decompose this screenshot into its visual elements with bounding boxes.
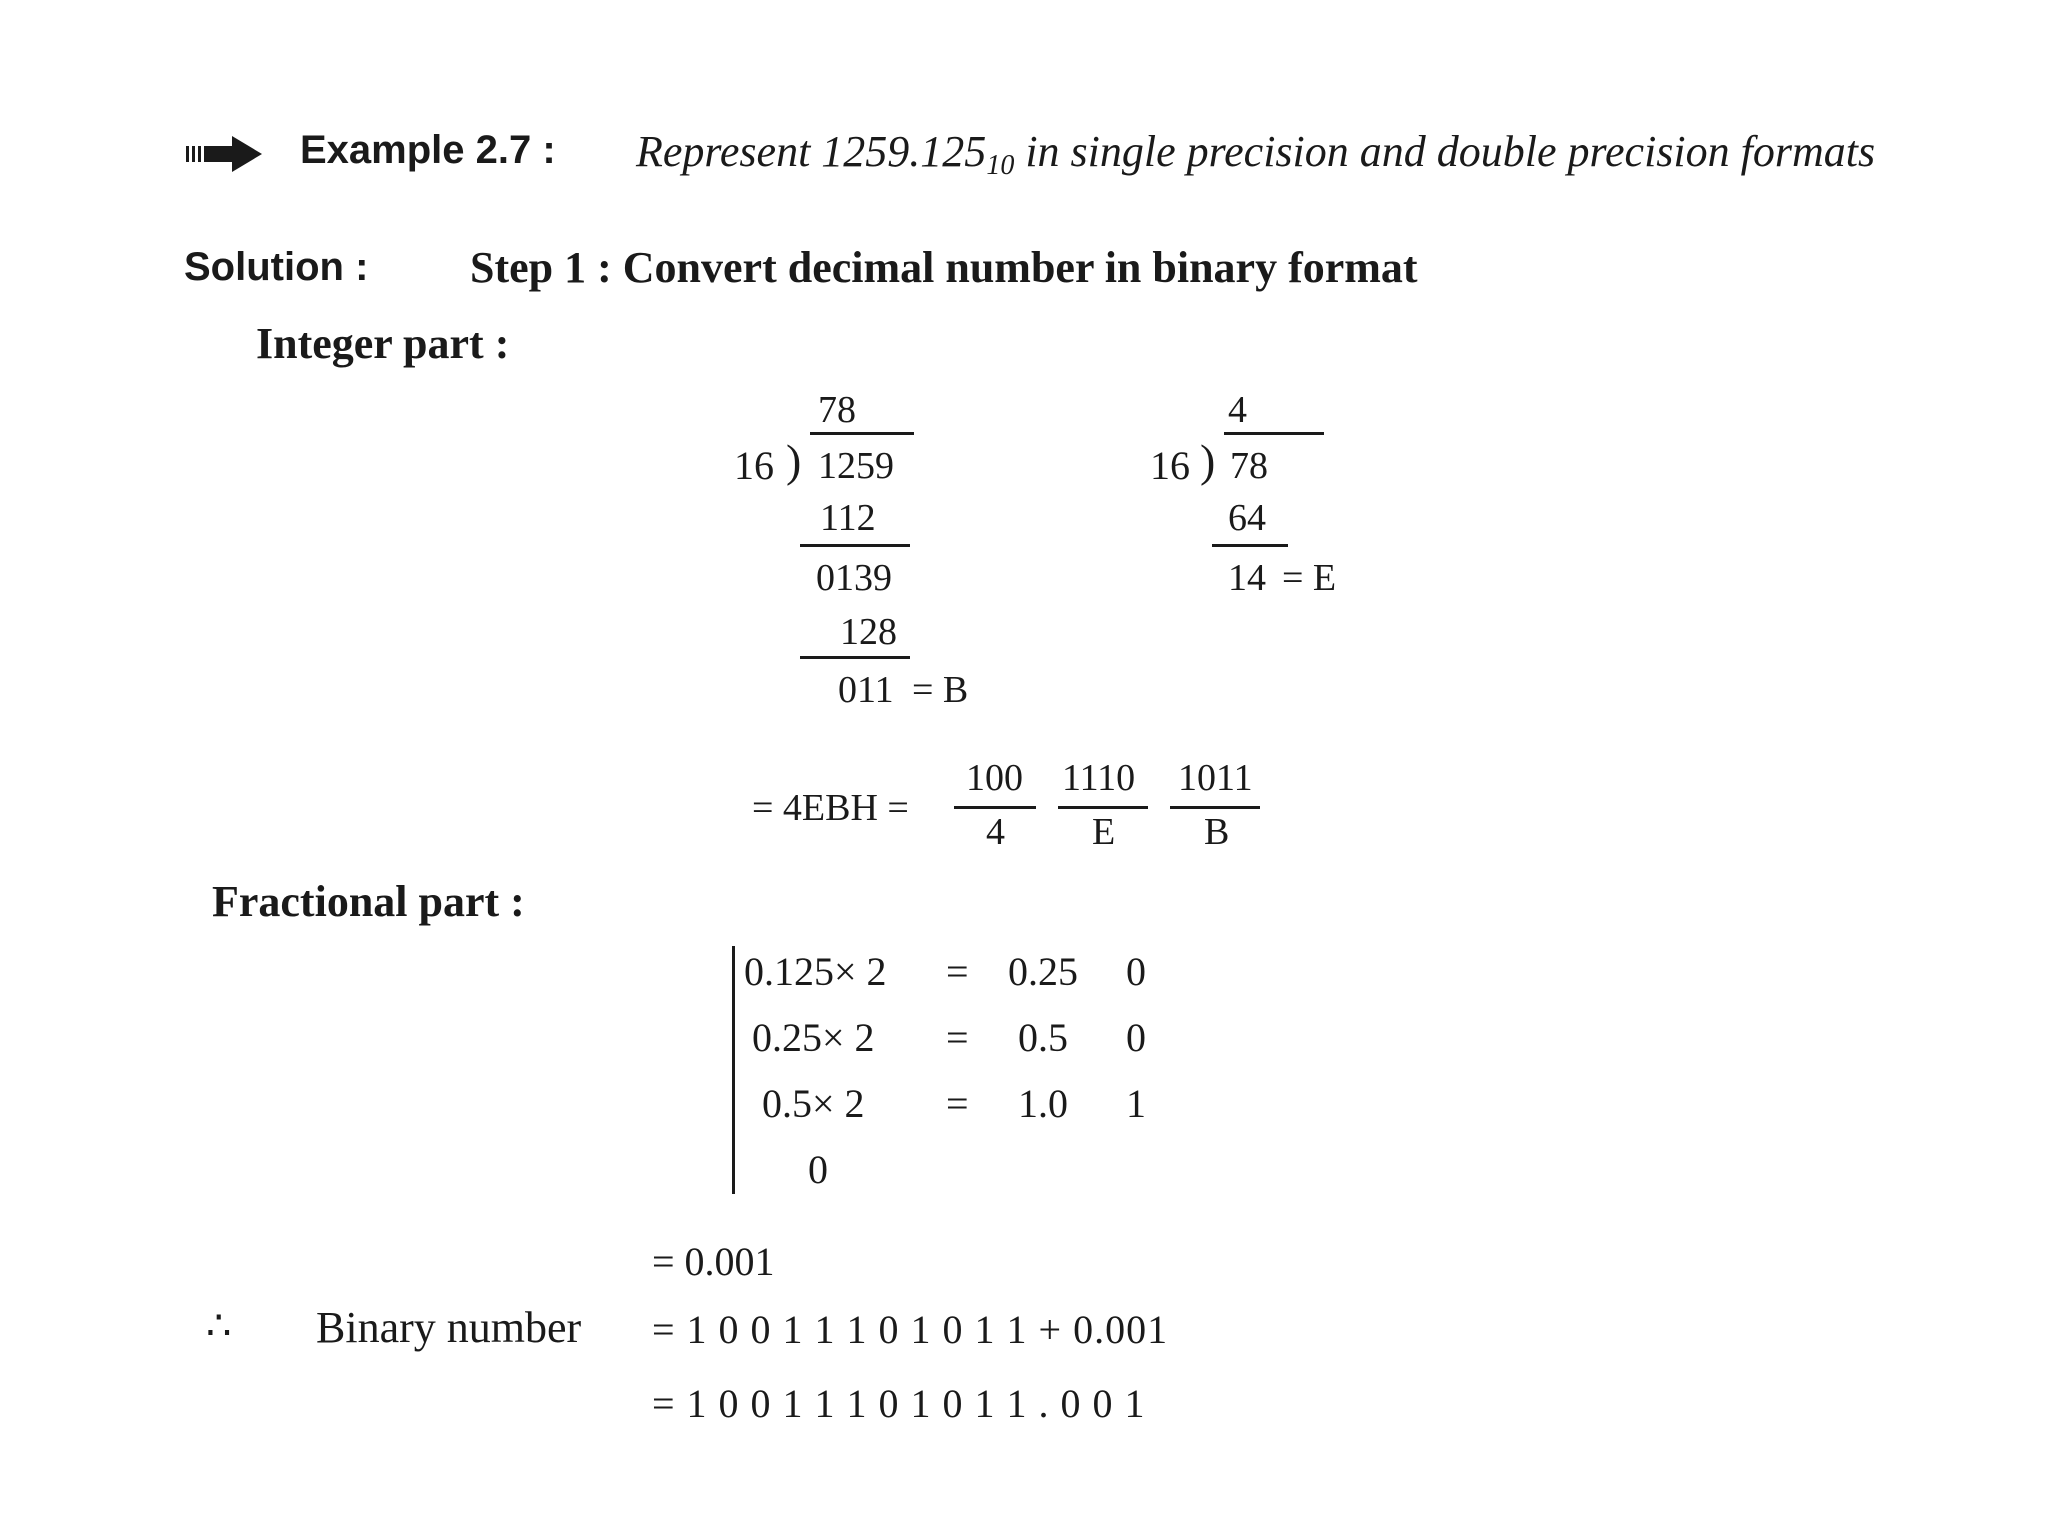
fraction-row-expr: 0.5× 2 [762,1081,865,1126]
div2-sub1: 64 [1228,497,1266,539]
div1-quotient: 78 [818,389,856,431]
div1-rem1: 0139 [816,557,892,599]
fraction-row-val: 0.25 [1008,949,1078,994]
fraction-row-expr: 0.25× 2 [752,1015,875,1060]
div1-sub1: 112 [820,497,876,539]
statement-prefix: Represent 1259.125 [636,127,987,176]
hex-group-digit: B [1204,811,1230,853]
fraction-row-bit: 1 [1126,1081,1146,1126]
div1-dividend: 1259 [818,445,894,487]
fractional-table-rule [732,946,735,1194]
hex-group-rule [1170,806,1260,809]
hex-group-bits: 1011 [1178,757,1253,799]
div1-rule1 [800,544,910,547]
div2-bracket-top [1224,432,1324,435]
step1-text [470,242,1418,293]
div2-rule1 [1212,544,1288,547]
binary-number-label: Binary number [316,1303,582,1352]
hex-group-digit: 4 [986,811,1005,853]
div1-rem2: 011 [838,669,894,711]
fraction-row-eq: = [946,1081,969,1126]
div1-sub2: 128 [840,611,897,653]
fraction-row-bit: 0 [1126,949,1146,994]
hex-group-digit: E [1092,811,1116,853]
example-statement [636,126,1875,182]
fraction-row-eq: = [946,949,969,994]
statement-suffix: in single precision and double precision formats [1014,127,1876,176]
step1-text-content: Step 1 : Convert decimal number in binary format [470,243,1418,292]
div2-dividend: 78 [1230,445,1268,487]
hex-prefix: = 4EBH = [752,787,909,829]
statement-subscript: 10 [986,150,1015,181]
div1-result: = B [912,669,969,711]
fraction-row-val: 0.5 [1018,1015,1068,1060]
hex-group-rule [1058,806,1148,809]
fraction-row-val: 1.0 [1018,1081,1068,1126]
fraction-row-expr: 0.125× 2 [744,949,887,994]
hex-group-bits: 100 [966,757,1023,799]
fraction-row-eq: = [946,1015,969,1060]
therefore-symbol: ∴ [206,1303,232,1348]
fraction-final-remainder: 0 [808,1147,828,1192]
fraction-result: = 0.001 [652,1239,775,1284]
div1-bracket-top [810,432,914,435]
div2-result: = E [1282,557,1337,599]
integer-part-heading: Integer part : [256,319,510,368]
arrow-icon [186,134,266,174]
hex-group-rule [954,806,1036,809]
binary-line-1: = 1 0 0 1 1 1 0 1 0 1 1 + 0.001 [652,1307,1169,1352]
div1-bracket-icon: ) [786,435,802,486]
div2-bracket-icon: ) [1200,435,1216,486]
div2-quotient: 4 [1228,389,1247,431]
div1-rule2 [800,656,910,659]
hex-group-bits: 1110 [1062,757,1136,799]
example-label: Example 2.7 : [300,128,556,172]
div1-divisor: 16 [734,443,774,488]
fraction-row-bit: 0 [1126,1015,1146,1060]
fractional-part-heading: Fractional part : [212,877,525,926]
div2-rem1: 14 [1228,557,1266,599]
div2-divisor: 16 [1150,443,1190,488]
solution-label: Solution : [184,245,369,289]
binary-line-2: = 1 0 0 1 1 1 0 1 0 1 1 . 0 0 1 [652,1381,1146,1426]
